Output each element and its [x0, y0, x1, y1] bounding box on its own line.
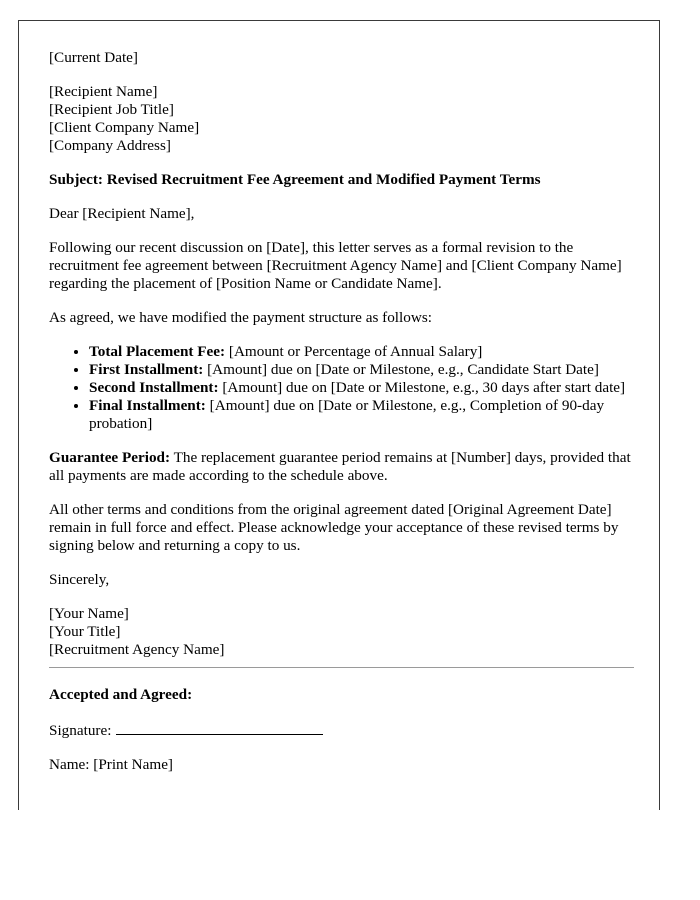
list-item — [89, 361, 634, 379]
payment-item-text: [Amount] due on [Date or Milestone, e.g., Completion of 90-day probation] — [89, 397, 605, 432]
payment-item-label: Final Installment: — [89, 397, 206, 414]
sender-signature-block — [49, 605, 634, 659]
recipient-job-title: [Recipient Job Title] — [49, 101, 174, 118]
signature-line[interactable] — [116, 720, 323, 735]
letter-content — [49, 49, 634, 790]
current-date: [Current Date] — [49, 49, 138, 66]
subject-line: Subject: Revised Recruitment Fee Agreement and Modified Payment Terms — [49, 171, 541, 188]
salutation: Dear [Recipient Name], — [49, 205, 195, 222]
payment-item-text: [Amount or Percentage of Annual Salary] — [225, 343, 483, 360]
signature-label: Signature: — [49, 722, 112, 739]
sender-name: [Your Name] — [49, 605, 129, 622]
payment-item-label: First Installment: — [89, 361, 204, 378]
letter-page — [18, 20, 660, 810]
print-name-line: Name: [Print Name] — [49, 756, 173, 773]
payment-item-label: Total Placement Fee: — [89, 343, 226, 360]
recipient-address-block — [49, 83, 634, 155]
list-item — [89, 397, 634, 433]
payment-item-label: Second Installment: — [89, 379, 219, 396]
list-item — [89, 343, 634, 361]
intro-paragraph: Following our recent discussion on [Date], this letter serves as a formal revision to the recruitment fee agreement between [Recruitment Agency Name] and [Client Company Name] regarding the placement of [Position Name or Candidate Name]. — [49, 239, 622, 292]
closing: Sincerely, — [49, 571, 110, 588]
guarantee-text: The replacement guarantee period remains at [Number] days, provided that all payments are made according to the schedule above. — [49, 449, 631, 484]
agreed-paragraph: As agreed, we have modified the payment structure as follows: — [49, 309, 432, 326]
payment-structure-list — [49, 343, 634, 433]
divider — [49, 667, 634, 668]
payment-item-text: [Amount] due on [Date or Milestone, e.g., Candidate Start Date] — [203, 361, 599, 378]
payment-item-text: [Amount] due on [Date or Milestone, e.g., 30 days after start date] — [218, 379, 626, 396]
sender-title: [Your Title] — [49, 623, 121, 640]
other-terms-paragraph: All other terms and conditions from the original agreement dated [Original Agreement Date] remain in full force and effect. Please acknowledge your acceptance of these revised terms by signing below and returning a copy to us. — [49, 501, 619, 554]
company-address: [Company Address] — [49, 137, 171, 154]
guarantee-paragraph — [49, 449, 634, 485]
list-item — [89, 379, 634, 397]
accepted-heading: Accepted and Agreed: — [49, 686, 193, 703]
date-block — [49, 49, 634, 67]
client-company-name: [Client Company Name] — [49, 119, 200, 136]
signature-row — [49, 720, 634, 740]
recipient-name: [Recipient Name] — [49, 83, 158, 100]
agency-name: [Recruitment Agency Name] — [49, 641, 225, 658]
guarantee-label: Guarantee Period: — [49, 449, 171, 466]
